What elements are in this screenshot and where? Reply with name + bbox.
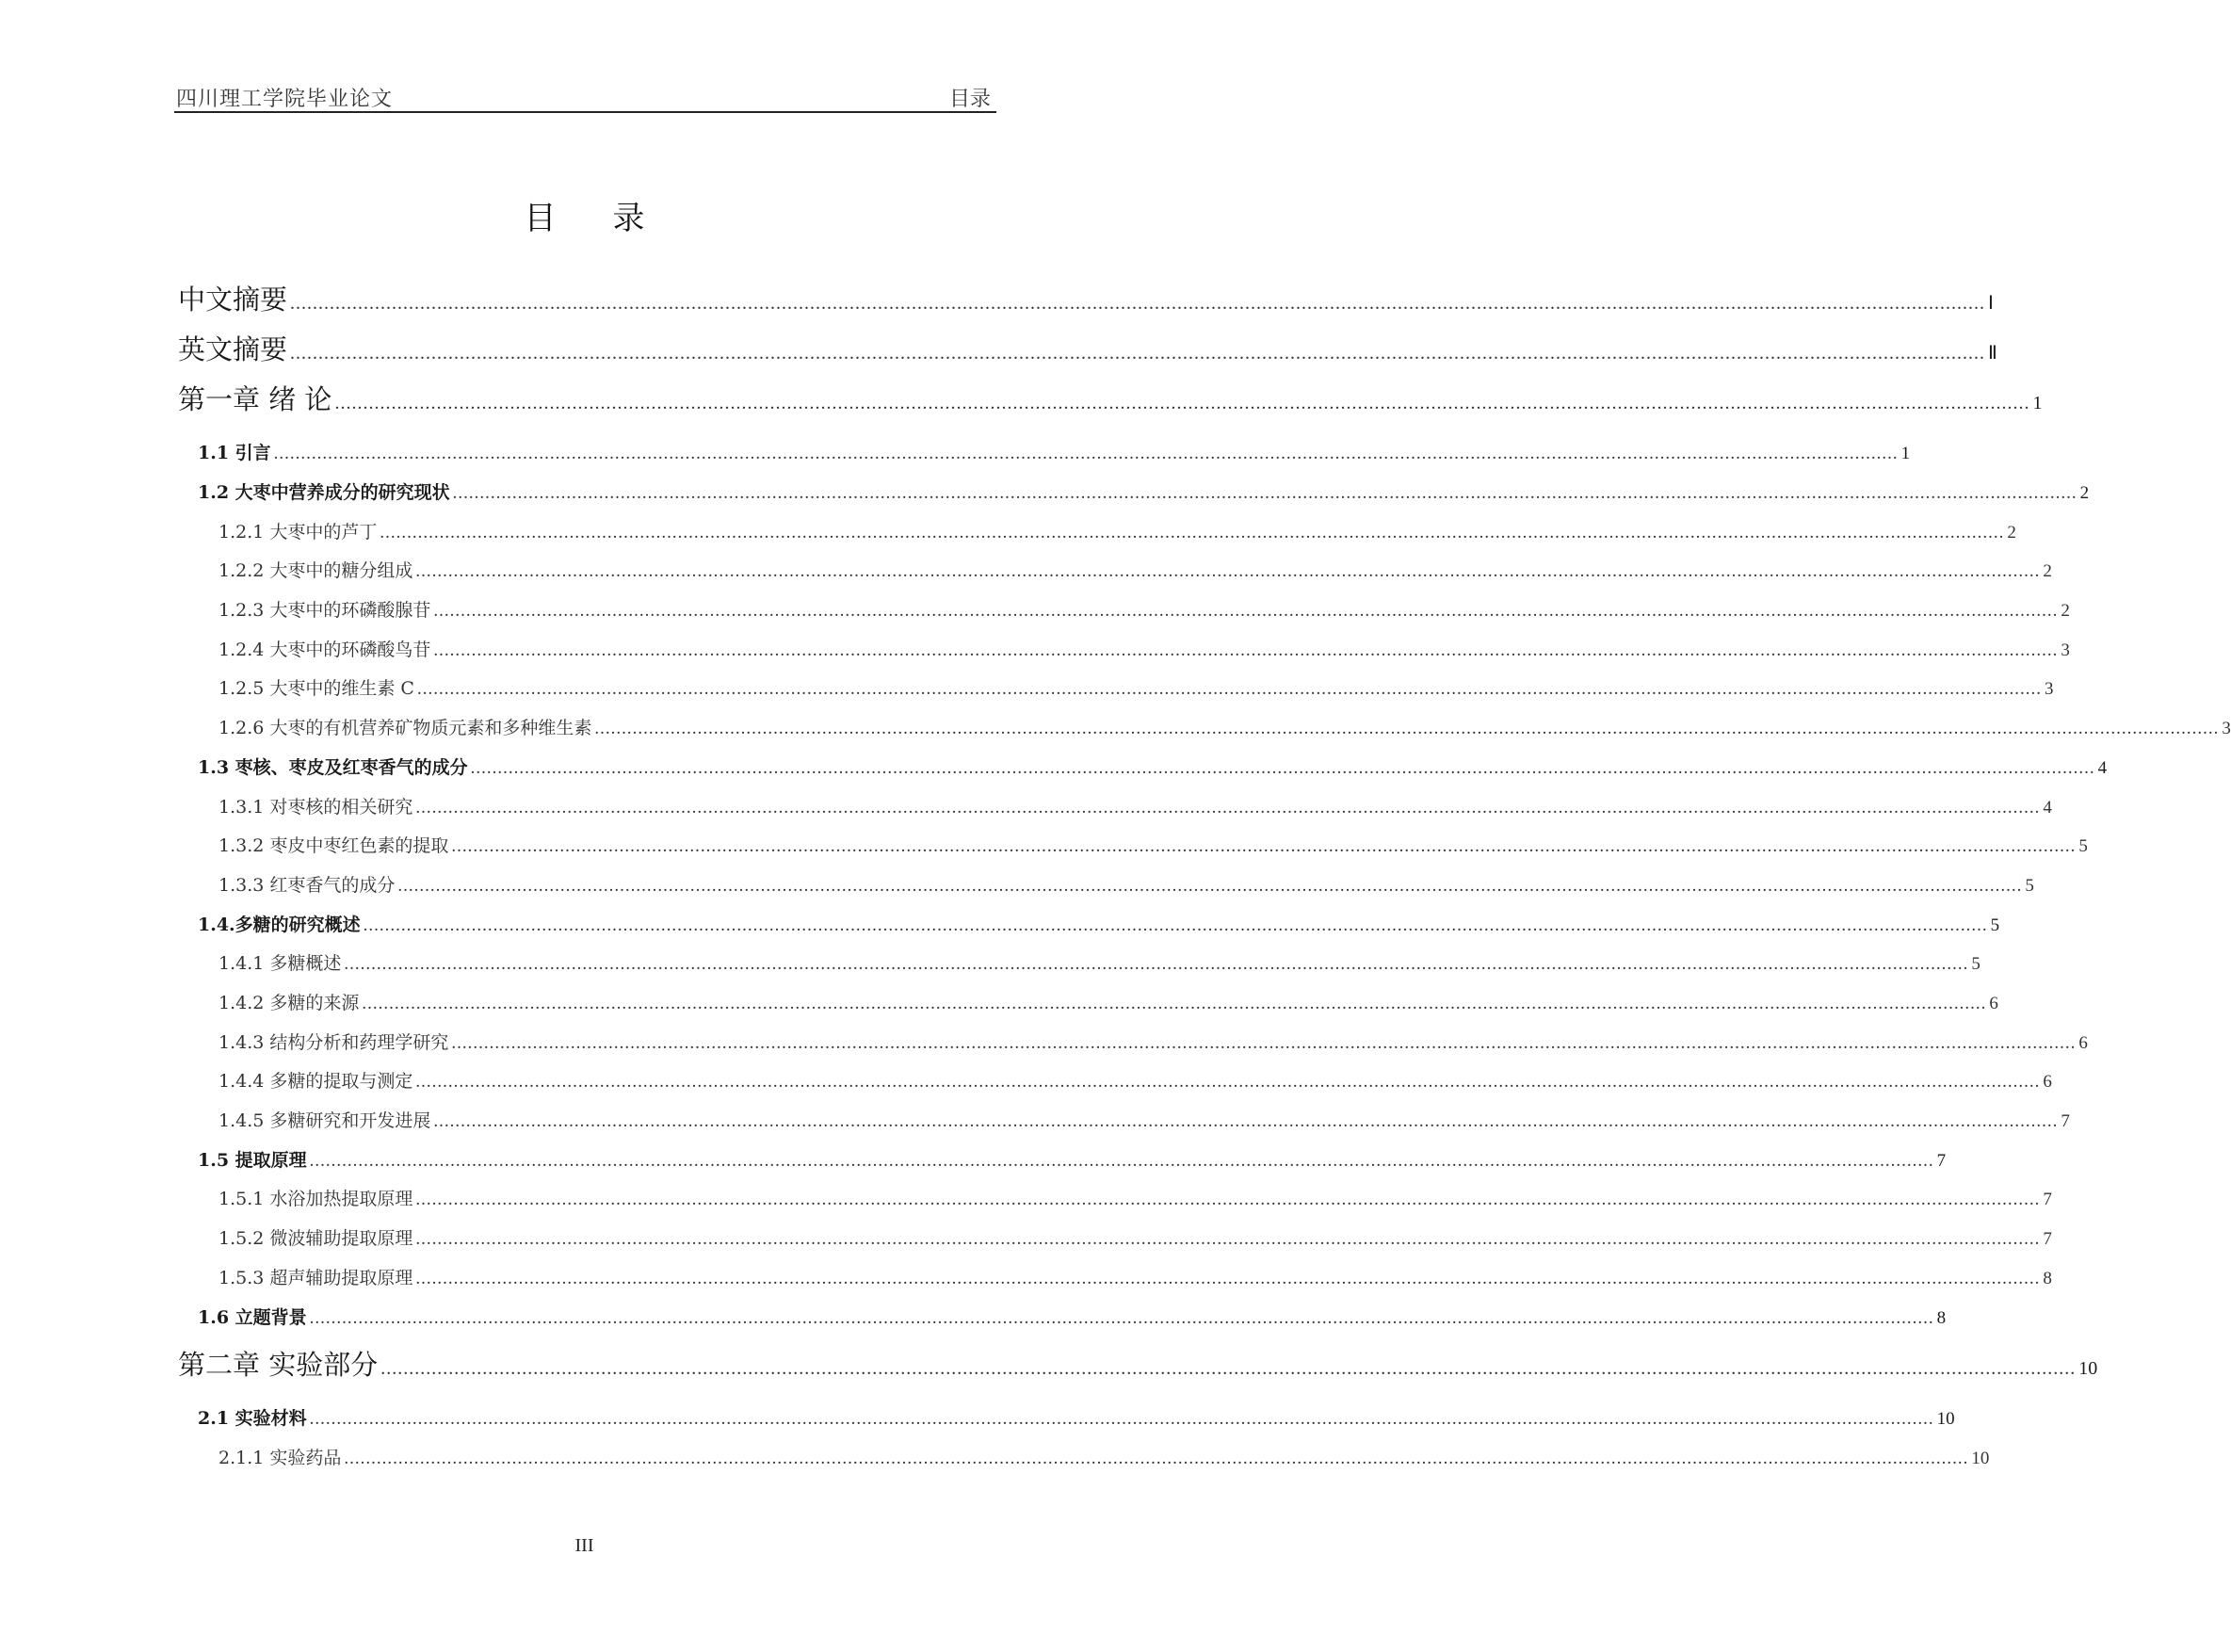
toc-entry-label: 1.4.5 多糖研究和开发进展 bbox=[218, 1110, 431, 1131]
toc-entry bbox=[218, 596, 2070, 622]
toc-dot-leader: ............................................................................................................................................................................................................................................................................................................ bbox=[451, 1033, 2077, 1053]
toc-entry-page: 6 bbox=[2078, 1033, 2088, 1053]
toc-entry-page: 7 bbox=[2043, 1229, 2052, 1249]
toc-entry-page: 6 bbox=[2043, 1072, 2052, 1092]
toc-dot-leader: ............................................................................................................................................................................................................................................................................................................ bbox=[470, 758, 2095, 778]
toc-dot-leader: ............................................................................................................................................................................................................................................................................................................ bbox=[290, 343, 1986, 364]
header-section-name: 目录 bbox=[948, 88, 991, 111]
toc-entry bbox=[178, 329, 1997, 367]
running-header bbox=[174, 83, 996, 113]
toc-entry bbox=[198, 1304, 1947, 1329]
toc-entry bbox=[218, 714, 2231, 739]
toc-dot-leader: ............................................................................................................................................................................................................................................................................................................ bbox=[380, 1358, 2077, 1379]
toc-entry-label: 1.4.3 结构分析和药理学研究 bbox=[218, 1032, 449, 1053]
toc-entry bbox=[218, 871, 2034, 897]
toc-entry-label: 1.2 大枣中营养成分的研究现状 bbox=[198, 482, 450, 503]
toc-entry-label: 1.3 枣核、枣皮及红枣香气的成分 bbox=[198, 757, 468, 778]
toc-entry bbox=[178, 379, 2043, 417]
toc-entry-label: 2.1.1 实验药品 bbox=[218, 1448, 342, 1468]
toc-dot-leader: ............................................................................................................................................................................................................................................................................................................ bbox=[397, 876, 2023, 896]
toc-entry-label: 英文摘要 bbox=[178, 333, 288, 365]
toc-entry bbox=[218, 949, 1980, 975]
toc-entry bbox=[218, 1224, 2052, 1250]
toc-entry-page: 2 bbox=[2007, 523, 2016, 543]
toc-dot-leader: ............................................................................................................................................................................................................................................................................................................ bbox=[273, 444, 1899, 463]
toc-entry-page: 1 bbox=[2032, 393, 2043, 413]
toc-entry-label: 1.2.4 大枣中的环磷酸鸟苷 bbox=[218, 640, 431, 660]
toc-entry-label: 1.1 引言 bbox=[198, 443, 271, 463]
toc-entry-label: 1.6 立题背景 bbox=[198, 1307, 307, 1328]
toc-entry-label: 1.4.4 多糖的提取与测定 bbox=[218, 1071, 413, 1092]
toc-entry bbox=[218, 793, 2052, 818]
toc-dot-leader: ............................................................................................................................................................................................................................................................................................................ bbox=[363, 915, 1988, 935]
toc-dot-leader: ............................................................................................................................................................................................................................................................................................................ bbox=[415, 1269, 2041, 1288]
toc-entry bbox=[218, 832, 2088, 857]
toc-dot-leader: ............................................................................................................................................................................................................................................................................................................ bbox=[433, 601, 2059, 621]
toc-entry bbox=[218, 557, 2052, 582]
toc-entry-label: 1.5.1 水浴加热提取原理 bbox=[218, 1189, 413, 1209]
toc-entry-page: 10 bbox=[1971, 1449, 1990, 1468]
toc-entry bbox=[218, 1185, 2052, 1210]
toc-entry-page: 3 bbox=[2222, 719, 2231, 738]
toc-entry-label: 1.3.1 对枣核的相关研究 bbox=[218, 797, 413, 818]
toc-dot-leader: ............................................................................................................................................................................................................................................................................................................ bbox=[380, 523, 2005, 543]
toc-entry-label: 1.5 提取原理 bbox=[198, 1150, 307, 1171]
page-number: III bbox=[574, 1535, 594, 1556]
toc-dot-leader: ............................................................................................................................................................................................................................................................................................................ bbox=[415, 561, 2041, 581]
toc-entry-page: 10 bbox=[1936, 1409, 1955, 1429]
toc-entry-page: 5 bbox=[1990, 915, 2000, 935]
toc-entry bbox=[218, 1107, 2070, 1132]
toc-entry bbox=[178, 279, 1994, 317]
toc-entry-label: 1.5.3 超声辅助提取原理 bbox=[218, 1268, 413, 1288]
toc-entry-label: 1.3.2 枣皮中枣红色素的提取 bbox=[218, 835, 449, 856]
toc-entry-page: 2 bbox=[2043, 561, 2052, 581]
toc-entry-label: 1.2.2 大枣中的糖分组成 bbox=[218, 560, 413, 581]
page-title: 目录 bbox=[524, 200, 702, 237]
toc-entry-page: Ⅱ bbox=[1988, 343, 1997, 364]
toc-entry-page: Ⅰ bbox=[1988, 293, 1994, 314]
toc-dot-leader: ............................................................................................................................................................................................................................................................................................................ bbox=[594, 719, 2220, 738]
toc-entry-label: 1.3.3 红枣香气的成分 bbox=[218, 875, 396, 896]
toc-entry-page: 2 bbox=[2079, 483, 2090, 503]
toc-dot-leader: ............................................................................................................................................................................................................................................................................................................ bbox=[415, 1190, 2041, 1209]
toc-entry-page: 3 bbox=[2061, 640, 2070, 660]
toc-entry bbox=[218, 518, 2016, 543]
toc-entry-page: 1 bbox=[1900, 444, 1911, 463]
toc-dot-leader: ............................................................................................................................................................................................................................................................................................................ bbox=[309, 1308, 1934, 1328]
toc-entry-page: 7 bbox=[1936, 1151, 1947, 1171]
toc-entry bbox=[218, 1028, 2088, 1054]
toc-dot-leader: ............................................................................................................................................................................................................................................................................................................ bbox=[309, 1151, 1934, 1171]
toc-dot-leader: ............................................................................................................................................................................................................................................................................................................ bbox=[415, 1072, 2041, 1092]
toc-entry-page: 6 bbox=[1989, 994, 1998, 1013]
toc-dot-leader: ............................................................................................................................................................................................................................................................................................................ bbox=[416, 679, 2042, 699]
toc-entry-label: 第一章 绪 论 bbox=[178, 383, 332, 415]
toc-entry-page: 4 bbox=[2043, 798, 2052, 818]
toc-dot-leader: ............................................................................................................................................................................................................................................................................................................ bbox=[309, 1409, 1934, 1429]
toc-entry-page: 3 bbox=[2044, 679, 2054, 699]
toc-dot-leader: ............................................................................................................................................................................................................................................................................................................ bbox=[415, 798, 2041, 818]
toc-dot-leader: ............................................................................................................................................................................................................................................................................................................ bbox=[362, 994, 1987, 1013]
toc-entry bbox=[218, 1067, 2052, 1093]
toc-dot-leader: ............................................................................................................................................................................................................................................................................................................ bbox=[433, 1111, 2059, 1131]
toc-entry-page: 8 bbox=[2043, 1269, 2052, 1288]
toc-entry-label: 第二章 实验部分 bbox=[178, 1349, 379, 1381]
toc-entry bbox=[198, 478, 2090, 504]
toc-entry bbox=[198, 1146, 1947, 1172]
toc-dot-leader: ............................................................................................................................................................................................................................................................................................................ bbox=[334, 393, 2030, 413]
toc-entry-page: 4 bbox=[2097, 758, 2108, 778]
toc-entry bbox=[198, 439, 1911, 464]
toc-entry-label: 1.4.1 多糖概述 bbox=[218, 953, 342, 974]
toc-entry bbox=[218, 1264, 2052, 1289]
toc-entry-label: 1.2.6 大枣的有机营养矿物质元素和多种维生素 bbox=[218, 718, 592, 738]
toc-entry-page: 5 bbox=[2025, 876, 2034, 896]
toc-entry-label: 1.2.1 大枣中的芦丁 bbox=[218, 522, 378, 543]
toc-dot-leader: ............................................................................................................................................................................................................................................................................................................ bbox=[451, 836, 2077, 856]
toc-entry bbox=[218, 1444, 1990, 1469]
toc-entry bbox=[218, 989, 1998, 1014]
toc-entry bbox=[198, 753, 2108, 779]
toc-entry-label: 1.2.5 大枣中的维生素 C bbox=[218, 678, 414, 699]
toc-entry-label: 中文摘要 bbox=[178, 283, 288, 316]
toc-entry-label: 1.4.2 多糖的来源 bbox=[218, 993, 360, 1013]
toc-entry-page: 10 bbox=[2078, 1358, 2098, 1379]
toc-dot-leader: ............................................................................................................................................................................................................................................................................................................ bbox=[344, 1449, 1969, 1468]
toc-entry-page: 8 bbox=[1936, 1308, 1947, 1328]
toc-dot-leader: ............................................................................................................................................................................................................................................................................................................ bbox=[415, 1229, 2041, 1249]
toc-entry bbox=[198, 911, 2000, 936]
toc-entry-label: 1.4.多糖的研究概述 bbox=[198, 915, 361, 935]
toc-entry bbox=[218, 636, 2070, 661]
toc-entry-page: 5 bbox=[1971, 954, 1980, 974]
toc-entry bbox=[178, 1344, 2098, 1383]
toc-entry-page: 7 bbox=[2043, 1190, 2052, 1209]
toc-dot-leader: ............................................................................................................................................................................................................................................................................................................ bbox=[344, 954, 1969, 974]
toc-entry bbox=[218, 674, 2054, 700]
toc-dot-leader: ............................................................................................................................................................................................................................................................................................................ bbox=[290, 293, 1986, 314]
toc-entry-label: 1.2.3 大枣中的环磷酸腺苷 bbox=[218, 600, 431, 621]
toc-entry-page: 2 bbox=[2061, 601, 2070, 621]
toc-entry-page: 5 bbox=[2078, 836, 2088, 856]
toc-entry-label: 1.5.2 微波辅助提取原理 bbox=[218, 1228, 413, 1249]
toc-dot-leader: ............................................................................................................................................................................................................................................................................................................ bbox=[452, 483, 2077, 503]
header-thesis-title: 四川理工学院毕业论文 bbox=[176, 88, 394, 111]
toc-entry-page: 7 bbox=[2061, 1111, 2070, 1131]
toc-entry bbox=[198, 1404, 1955, 1430]
toc-dot-leader: ............................................................................................................................................................................................................................................................................................................ bbox=[433, 640, 2059, 660]
toc-entry-label: 2.1 实验材料 bbox=[198, 1408, 307, 1429]
